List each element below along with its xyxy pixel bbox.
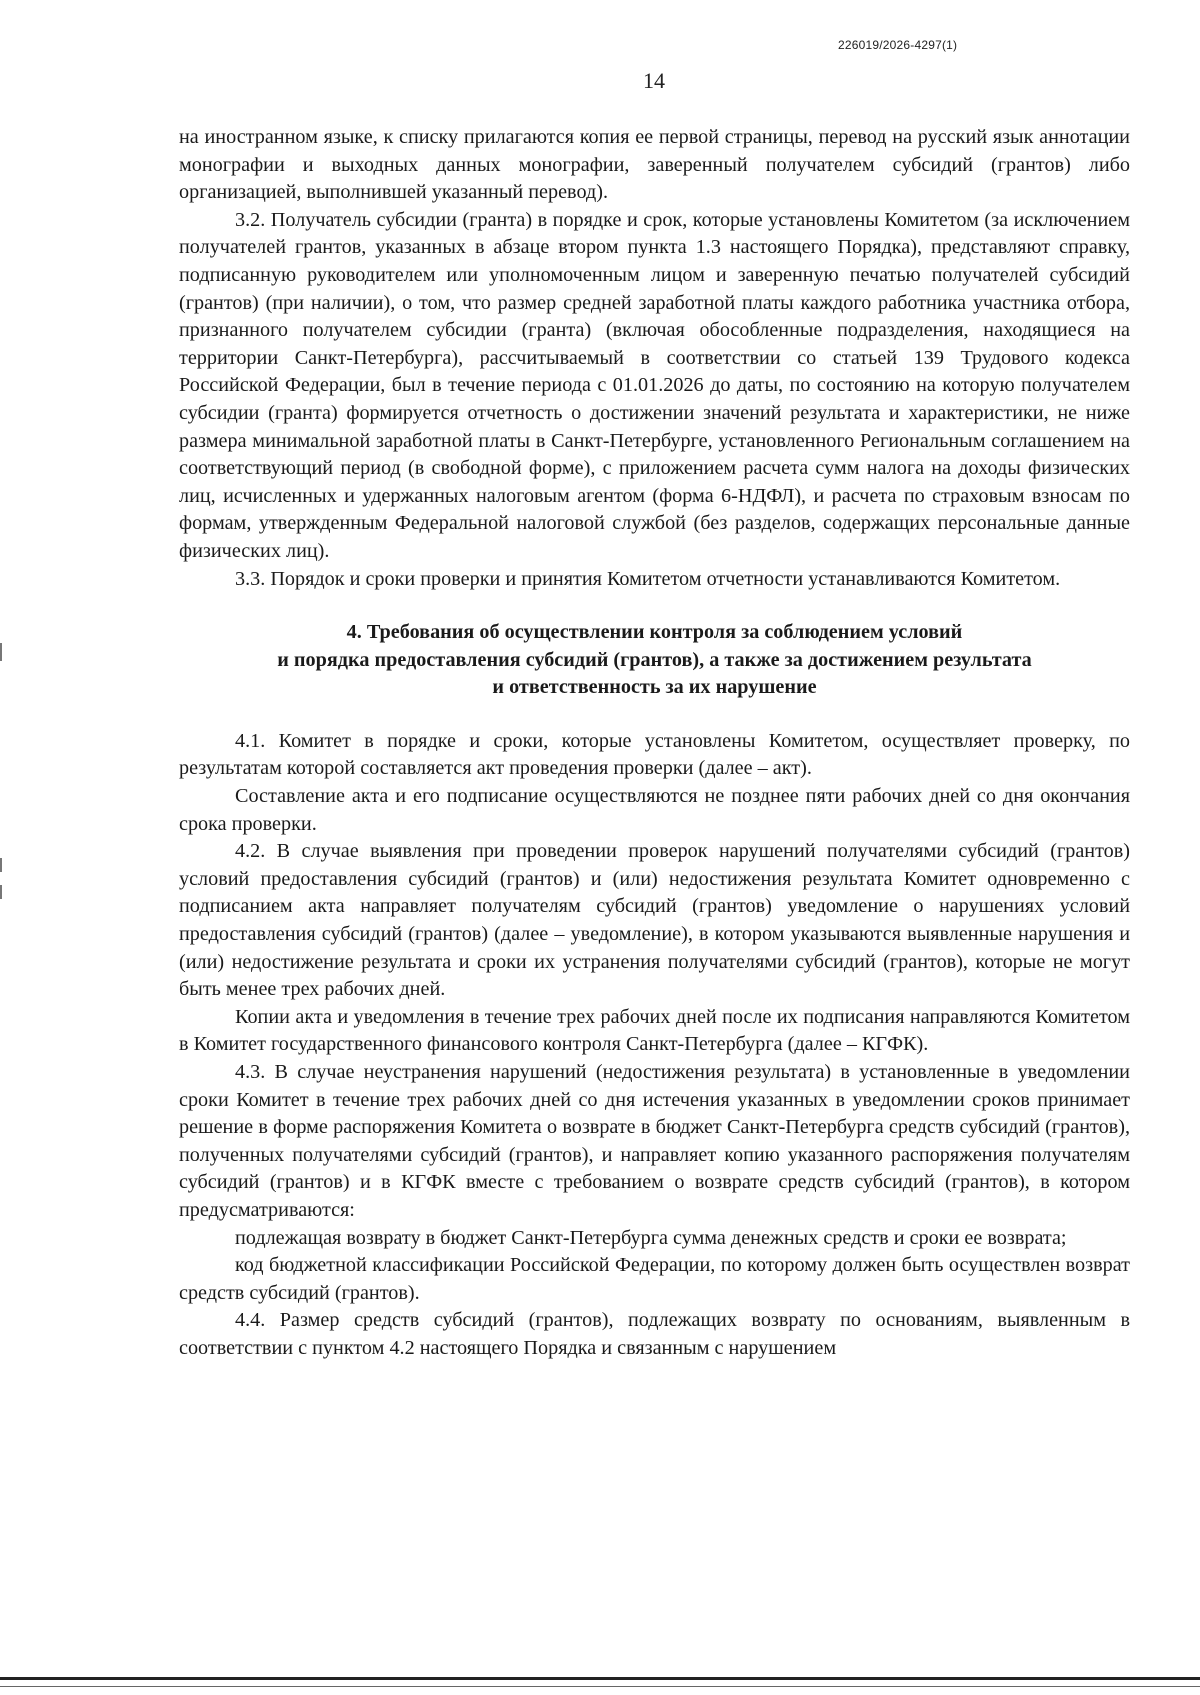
paragraph-3-2: 3.2. Получатель субсидии (гранта) в порядке и срок, которые установлены Комитетом (за исключением получателей грантов, указанных в абзаце втором пункта 1.3 настоящего Порядка), представляют справку, подписанную руководителем или уполномоченным лицом и заверенную печатью получателей субсидий (грантов) (при наличии), о том, что размер средней заработной платы каждого работника участника отбора, признанного получателем субсидии (гранта) (включая обособленные подразделения, находящиеся на территории Санкт-Петербурга), рассчитываемый в соответствии со статьей 139 Трудового кодекса Российской Федерации, был в течение периода с 01.01.2026 до даты, по состоянию на которую получателем субсидии (гранта) формируется отчетность о достижении значений результата и характеристики, не ниже размера минимальной заработной платы в Санкт-Петербурге, установленного Региональным соглашением на соответствующий период (в свободной форме), с приложением расчета сумм налога на доходы физических лиц, исчисленных и удержанных налоговым агентом (форма 6-НДФЛ), и расчета по страховым взносам по формам, утвержденным Федеральной налоговой службой (без разделов, содержащих персональные данные физических лиц). xyxy=(179,208,1130,562)
section-4-heading-line-1: 4. Требования об осуществлении контроля за соблюдением условий xyxy=(346,621,963,644)
document-body xyxy=(179,124,1130,1363)
paragraph-act-signing: Составление акта и его подписание осуществляются не позднее пяти рабочих дней со дня окончания срока проверки. xyxy=(179,785,1130,835)
list-item-budget-code: код бюджетной классификации Российской Федерации, по которому должен быть осуществлен возврат средств субсидий (грантов). xyxy=(179,1254,1130,1304)
paragraph-4-4: 4.4. Размер средств субсидий (грантов), подлежащих возврату по основаниям, выявленным в соответствии с пунктом 4.2 настоящего Порядка и связанным с нарушением xyxy=(179,1309,1130,1359)
list-item-refund-amount: подлежащая возврату в бюджет Санкт-Петербурга сумма денежных средств и сроки ее возврата; xyxy=(235,1226,1067,1249)
section-4-heading-line-2: и порядка предоставления субсидий (грантов), а также за достижением результата xyxy=(277,648,1032,671)
section-4-heading xyxy=(179,619,1130,702)
scan-margin-mark xyxy=(0,858,2,872)
paragraph-4-2: 4.2. В случае выявления при проведении проверок нарушений получателями субсидий (грантов) условий предоставления субсидий (грантов) и (или) недостижения результата Комитет одновременно с подписанием акта направляет получателям субсидий (грантов) уведомление о нарушениях условий предоставления субсидий (грантов) (далее – уведомление), в котором указываются выявленные нарушения и (или) недостижение результата и сроки их устранения получателями субсидий (грантов), которые не могут быть менее трех рабочих дней. xyxy=(179,840,1130,1001)
paragraph-3-3: 3.3. Порядок и сроки проверки и принятия Комитетом отчетности устанавливаются Комитетом. xyxy=(235,567,1061,590)
scan-bottom-edge-shadow xyxy=(0,1686,1200,1687)
paragraph-continuation: на иностранном языке, к списку прилагаются копия ее первой страницы, перевод на русский язык аннотации монографии и выходных данных монографии, заверенный получателем субсидий (грантов) либо организацией, выполнившей указанный перевод). xyxy=(179,126,1130,204)
paragraph-4-3: 4.3. В случае неустранения нарушений (недостижения результата) в установленные в уведомлении сроки Комитет в течение трех рабочих дней со дня истечения указанных в уведомлении сроков принимает решение в форме распоряжения Комитета о возврате в бюджет Санкт-Петербурга средств субсидий (грантов), полученных получателями субсидий (грантов), и направляет копию указанного распоряжения получателям субсидий (грантов) и в КГФК вместе с требованием о возврате средств субсидий (грантов), в котором предусматриваются: xyxy=(179,1061,1130,1221)
page-number: 14 xyxy=(643,68,665,93)
paragraph-copies-to-kgfk: Копии акта и уведомления в течение трех рабочих дней после их подписания направляются Комитетом в Комитет государственного финансового контроля Санкт-Петербурга (далее – КГФК). xyxy=(179,1005,1130,1056)
scan-margin-mark xyxy=(0,643,2,661)
scan-margin-mark xyxy=(0,885,2,899)
paragraph-4-1: 4.1. Комитет в порядке и сроки, которые установлены Комитетом, осуществляет проверку, по результатам которой составляется акт проведения проверки (далее – акт). xyxy=(179,729,1130,780)
section-4-heading-line-3: и ответственность за их нарушение xyxy=(492,676,817,699)
document-registration-number: 226019/2026-4297(1) xyxy=(838,38,958,52)
scan-bottom-edge xyxy=(0,1677,1200,1680)
